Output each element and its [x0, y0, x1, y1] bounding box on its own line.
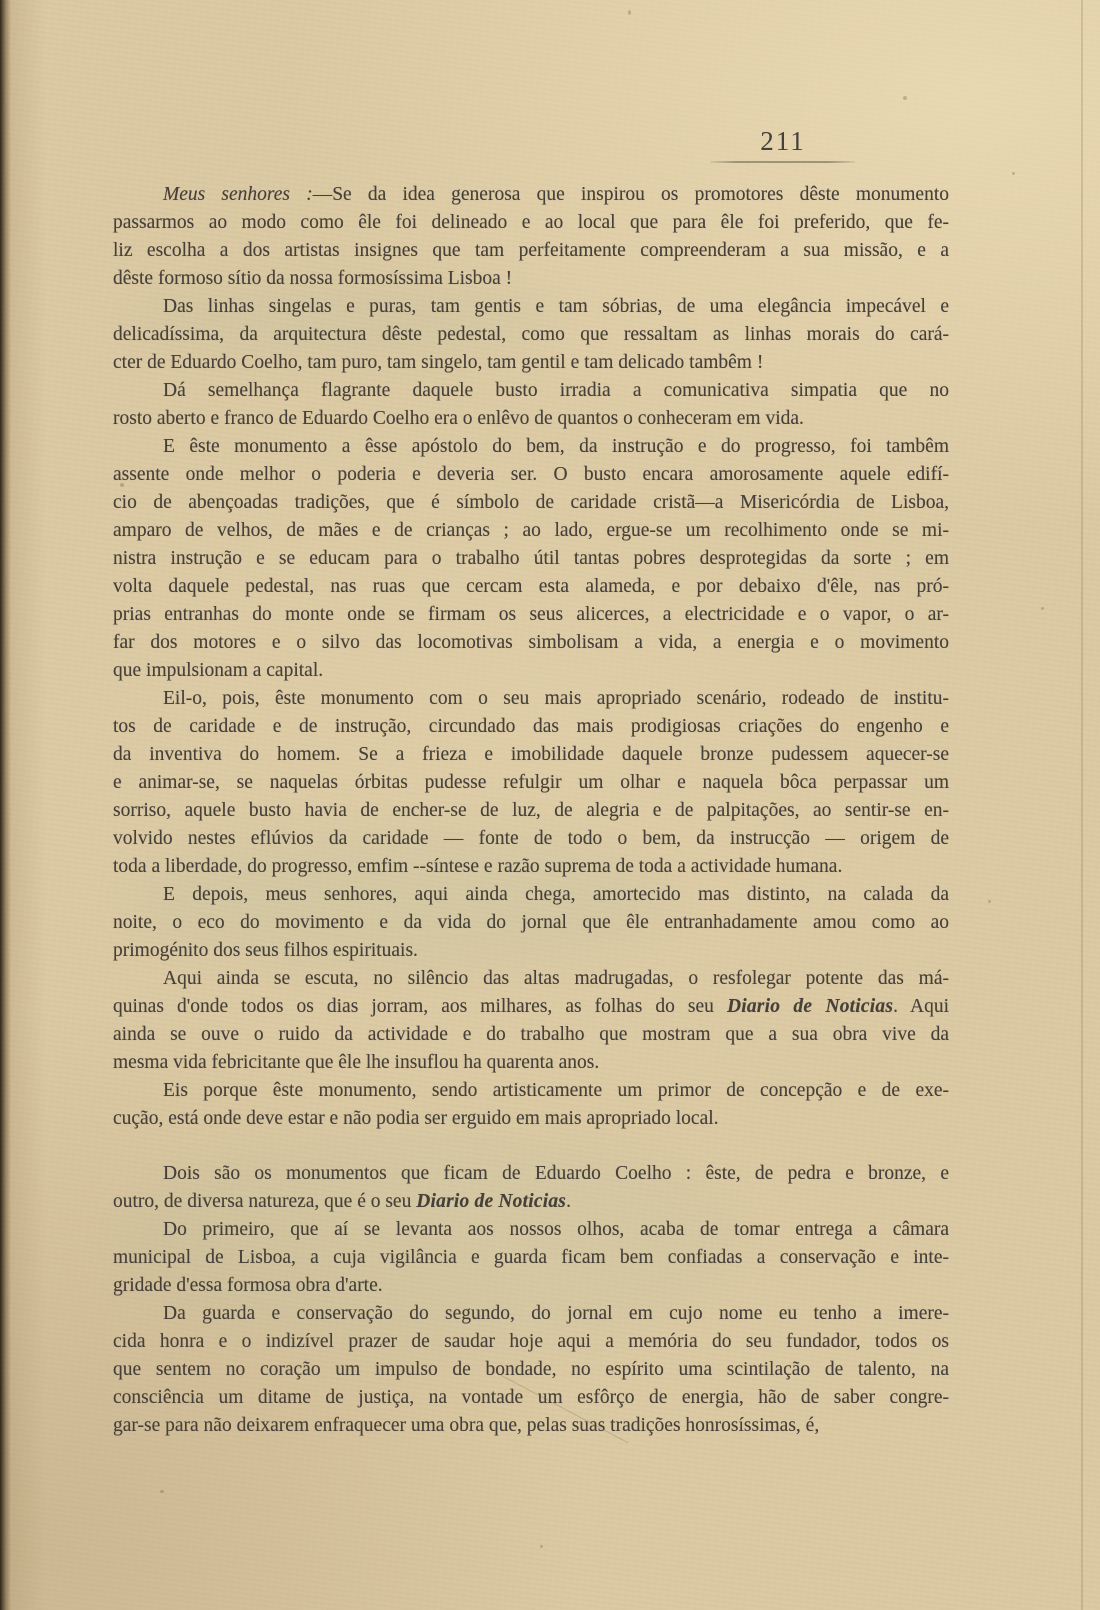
text-line [113, 293, 949, 321]
text-segment: nistra instrução e se educam para o trabalho útil tantas pobres desprotegidas da sorte ; em [113, 548, 949, 569]
text-segment: tos de caridade e de instrução, circundado das mais prodigiosas criações do engenho e [113, 716, 949, 737]
text-line [113, 265, 949, 293]
text-line [113, 965, 949, 993]
text-line [113, 825, 949, 853]
text-segment: volta daquele pedestal, nas ruas que cercam esta alameda, e por debaixo d'êle, nas pró- [113, 576, 949, 597]
paragraph [113, 1300, 949, 1440]
text-segment: cução, está onde deve estar e não podia ser erguido em mais apropriado local. [113, 1108, 719, 1129]
text-segment: amparo de velhos, de mães e de crianças ; ao lado, ergue-se um recolhimento onde se mi- [113, 520, 949, 541]
italic-text: Diario de Noticias [726, 996, 894, 1017]
paper-speck [1012, 172, 1015, 175]
text-line [113, 321, 949, 349]
text-line [113, 1188, 949, 1216]
text-segment: municipal de Lisboa, a cuja vigilância e guarda ficam bem confiadas a conservação e inte- [113, 1247, 949, 1268]
scan-gutter-edge [0, 0, 11, 1610]
text-segment: volvido nestes eflúvios da caridade — fonte de todo o bem, da instrucção — origem de [113, 828, 949, 849]
text-segment: Das linhas singelas e puras, tam gentis e tam sóbrias, de uma elegância impecável e [163, 296, 949, 317]
text-line [113, 1244, 949, 1272]
text-segment: gar-se para não deixarem enfraquecer uma obra que, pelas suas tradições honrosíssimas, é, [113, 1415, 820, 1436]
paragraph [113, 293, 949, 377]
paragraph [113, 881, 949, 965]
text-segment: que sentem no coração um impulso de bondade, no espírito uma scintilação de talento, na [113, 1359, 949, 1380]
text-segment: sorriso, aquele busto havia de encher-se de luz, de alegria e de palpitações, ao sentir-se en- [113, 800, 949, 821]
paper-speck [160, 1490, 164, 1493]
page-number-rule [710, 161, 855, 163]
paragraph [113, 181, 949, 293]
paragraph [113, 433, 949, 685]
paragraph [113, 685, 949, 881]
text-segment: Da guarda e conservação do segundo, do jornal em cujo nome eu tenho a imere- [163, 1303, 949, 1324]
paragraph [113, 1160, 949, 1216]
text-segment: primogénito dos seus filhos espirituais. [113, 940, 418, 961]
text-line [113, 741, 949, 769]
text-segment: toda a liberdade, do progresso, emfim --síntese e razão suprema de toda a actividade humana. [113, 856, 843, 877]
text-line [113, 1300, 949, 1328]
text-line [113, 881, 949, 909]
paragraph [113, 1216, 949, 1300]
text-segment: Do primeiro, que aí se levanta aos nossos olhos, acaba de tomar entrega a câmara [163, 1219, 949, 1240]
text-line [113, 685, 949, 713]
paper-speck [540, 1545, 543, 1548]
text-line [113, 181, 949, 209]
text-line [113, 1356, 949, 1384]
text-segment: cio de abençoadas tradições, que é símbolo de caridade cristã—a Misericórdia de Lisboa, [113, 492, 949, 513]
text-segment: Dá semelhança flagrante daquele busto irradia a comunicativa simpatia que no [163, 380, 949, 401]
text-line [113, 769, 949, 797]
text-line [113, 209, 949, 237]
text-segment: Aqui ainda se escuta, no silêncio das altas madrugadas, o resfolegar potente das má- [163, 968, 949, 989]
text-segment: consciência um ditame de justiça, na vontade um esfôrço de energia, hão de saber congre- [113, 1387, 949, 1408]
text-line [113, 405, 949, 433]
text-segment: liz escolha a dos artistas insignes que tam perfeitamente compreenderam a sua missão, e a [113, 240, 949, 261]
text-segment: ainda se ouve o ruido da actividade e do trabalho que mostram que a sua obra vive da [113, 1024, 949, 1045]
text-segment: assente onde melhor o poderia e deveria ser. O busto encara amorosamente aquele edifí- [113, 464, 949, 485]
text-segment: da inventiva do homem. Se a frieza e imobilidade daquele bronze pudessem aquecer-se [113, 744, 949, 765]
text-line [113, 1216, 949, 1244]
text-line [113, 433, 949, 461]
text-segment: . Aqui [893, 996, 949, 1017]
text-segment: noite, o eco do movimento e da vida do jornal que êle entranhadamente amou como ao [113, 912, 949, 933]
text-line [113, 573, 949, 601]
text-segment: quinas d'onde todos os dias jorram, aos milhares, as folhas do seu [113, 996, 727, 1017]
text-line [113, 1021, 949, 1049]
text-line [113, 601, 949, 629]
text-segment: cida honra e o indizível prazer de saudar hoje aqui a memória do seu fundador, todos os [113, 1331, 949, 1352]
paper-speck [988, 900, 991, 903]
text-line [113, 629, 949, 657]
text-segment: que impulsionam a capital. [113, 660, 324, 681]
paragraph [113, 1077, 949, 1133]
text-line [113, 1077, 949, 1105]
text-line [113, 909, 949, 937]
text-segment: passarmos ao modo como êle foi delineado e ao local que para êle foi preferido, que fe- [113, 212, 949, 233]
text-line [113, 461, 949, 489]
text-line [113, 797, 949, 825]
paper-speck [903, 96, 907, 100]
text-segment: Dois são os monumentos que ficam de Eduardo Coelho : êste, de pedra e bronze, e [163, 1163, 949, 1184]
page-edge-line [1081, 0, 1083, 1610]
text-line [113, 1384, 949, 1412]
text-segment: dêste formoso sítio da nossa formosíssima Lisboa ! [113, 268, 513, 289]
text-line [113, 1412, 949, 1440]
text-segment: Eil-o, pois, êste monumento com o seu mais apropriado scenário, rodeado de institu- [163, 688, 949, 709]
text-line [113, 349, 949, 377]
paragraph [113, 965, 949, 1077]
text-segment: E depois, meus senhores, aqui ainda chega, amortecido mas distinto, na calada da [163, 884, 949, 905]
text-line [113, 517, 949, 545]
italic-text: Meus senhores : [163, 184, 313, 205]
text-segment: rosto aberto e franco de Eduardo Coelho era o enlêvo de quantos o conheceram em vida. [113, 408, 804, 429]
paper-speck [628, 10, 631, 15]
text-line [113, 713, 949, 741]
text-segment: cter de Eduardo Coelho, tam puro, tam singelo, tam gentil e tam delicado tambêm ! [113, 352, 764, 373]
body-text [113, 181, 949, 1440]
text-line [113, 237, 949, 265]
text-line [113, 657, 949, 685]
text-segment: E êste monumento a êsse apóstolo do bem, da instrução e do progresso, foi tambêm [163, 436, 949, 457]
text-line [113, 489, 949, 517]
text-line [113, 1160, 949, 1188]
text-segment: —Se da idea generosa que inspirou os promotores dêste monumento [312, 184, 949, 205]
text-line [113, 1272, 949, 1300]
text-segment: delicadíssima, da arquitectura dêste pedestal, como que ressaltam as linhas morais do cará- [113, 324, 949, 345]
text-segment: prias entranhas do monte onde se firmam os seus alicerces, a electricidade e o vapor, o ar- [113, 604, 949, 625]
text-line [113, 545, 949, 573]
paragraph [113, 377, 949, 433]
text-segment: far dos motores e o silvo das locomotivas simbolisam a vida, a energia e o movimento [113, 632, 949, 653]
text-line [113, 937, 949, 965]
text-line [113, 853, 949, 881]
text-line [113, 377, 949, 405]
text-segment: . [566, 1191, 571, 1212]
text-line [113, 1105, 949, 1133]
text-line [113, 993, 949, 1021]
text-segment: mesma vida febricitante que êle lhe insuflou ha quarenta anos. [113, 1052, 600, 1073]
text-line [113, 1328, 949, 1356]
italic-text: Diario de Noticias [416, 1191, 567, 1212]
text-segment: gridade d'essa formosa obra d'arte. [113, 1275, 383, 1296]
text-line [113, 1049, 949, 1077]
paper-speck [1041, 607, 1044, 610]
page-number: 211 [760, 126, 806, 156]
text-segment: e animar-se, se naquelas órbitas pudesse refulgir um olhar e naquela bôca perpassar um [113, 772, 949, 793]
text-segment: Eis porque êste monumento, sendo artisticamente um primor de concepção e de exe- [163, 1080, 949, 1101]
text-segment: outro, de diversa natureza, que é o seu [113, 1191, 417, 1212]
